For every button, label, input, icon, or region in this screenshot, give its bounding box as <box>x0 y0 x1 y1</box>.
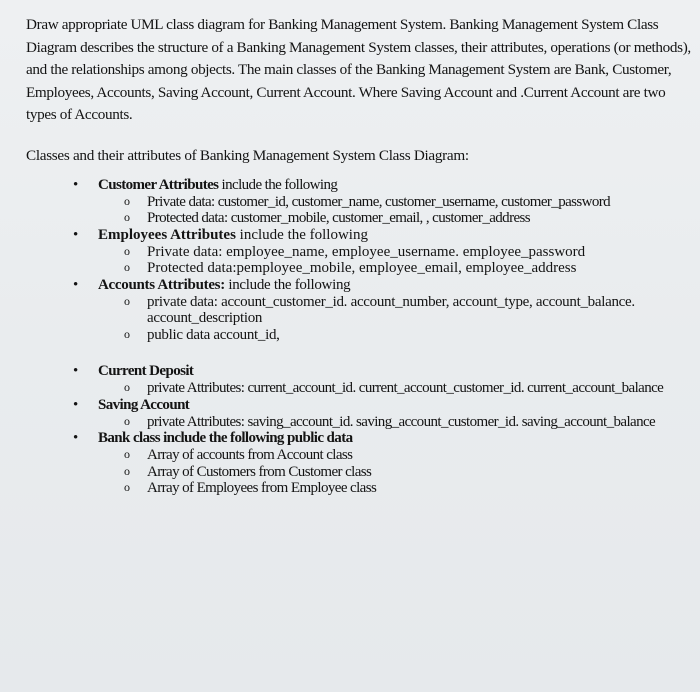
section-title: Saving Account <box>98 396 190 413</box>
document-page <box>26 14 696 497</box>
section-employees <box>26 227 696 277</box>
section-title-suffix: include the following <box>218 176 338 193</box>
classes-heading: Classes and their attributes of Banking Management System Class Diagram: <box>26 146 469 164</box>
attribute-list <box>98 244 696 277</box>
attribute-item: o Protected data:pemployee_mobile, employee_email, employee_address <box>98 260 696 277</box>
attribute-item: o Array of Employees from Employee class <box>98 480 696 497</box>
attribute-list <box>98 414 696 431</box>
attribute-item: o private Attributes: current_account_id. current_account_customer_id. current_account_balance <box>98 380 696 397</box>
section-title: Employees Attributes <box>98 226 236 243</box>
attribute-list <box>98 447 696 497</box>
class-list <box>26 177 696 497</box>
attribute-list <box>98 380 696 397</box>
attribute-item: o Array of accounts from Account class <box>98 447 696 464</box>
attribute-item: o Protected data: customer_mobile, customer_email, , customer_address <box>98 210 696 227</box>
section-accounts <box>26 277 696 344</box>
attribute-item: o private Attributes: saving_account_id. saving_account_customer_id. saving_account_balance <box>98 414 696 431</box>
section-saving-account <box>26 397 696 431</box>
intro-paragraph: Draw appropriate UML class diagram for Banking Management System. Banking Management System Class Diagram describes the structure of a Banking Management System classes, their attributes, operations (or methods), and the relationships among objects. The main classes of the Banking Management System are Bank, Customer, Employees, Accounts, Saving Account, Current Account. Where Saving Account and .Current Account are two types of Accounts. <box>26 16 691 124</box>
section-current-deposit <box>26 363 696 397</box>
section-title: Bank class include the following public data <box>98 430 353 447</box>
attribute-item: o private data: account_customer_id. account_number, account_type, account_balance. account_description <box>98 294 696 327</box>
attribute-item: o Array of Customers from Customer class <box>98 464 696 481</box>
attribute-item: o Private data: customer_id, customer_name, customer_username, customer_password <box>98 194 696 211</box>
section-customer <box>26 177 696 227</box>
section-title: Accounts Attributes: <box>98 276 225 293</box>
section-bank <box>26 430 696 497</box>
attribute-item: o Private data: employee_name, employee_username. employee_password <box>98 244 696 261</box>
attribute-list <box>98 294 696 344</box>
section-title: Customer Attributes <box>98 176 219 193</box>
attribute-list <box>98 194 696 227</box>
section-title: Current Deposit <box>98 363 194 380</box>
section-title-suffix: include the following <box>224 276 351 293</box>
section-title-suffix: include the following <box>235 226 368 243</box>
attribute-item: o public data account_id, <box>98 327 696 344</box>
